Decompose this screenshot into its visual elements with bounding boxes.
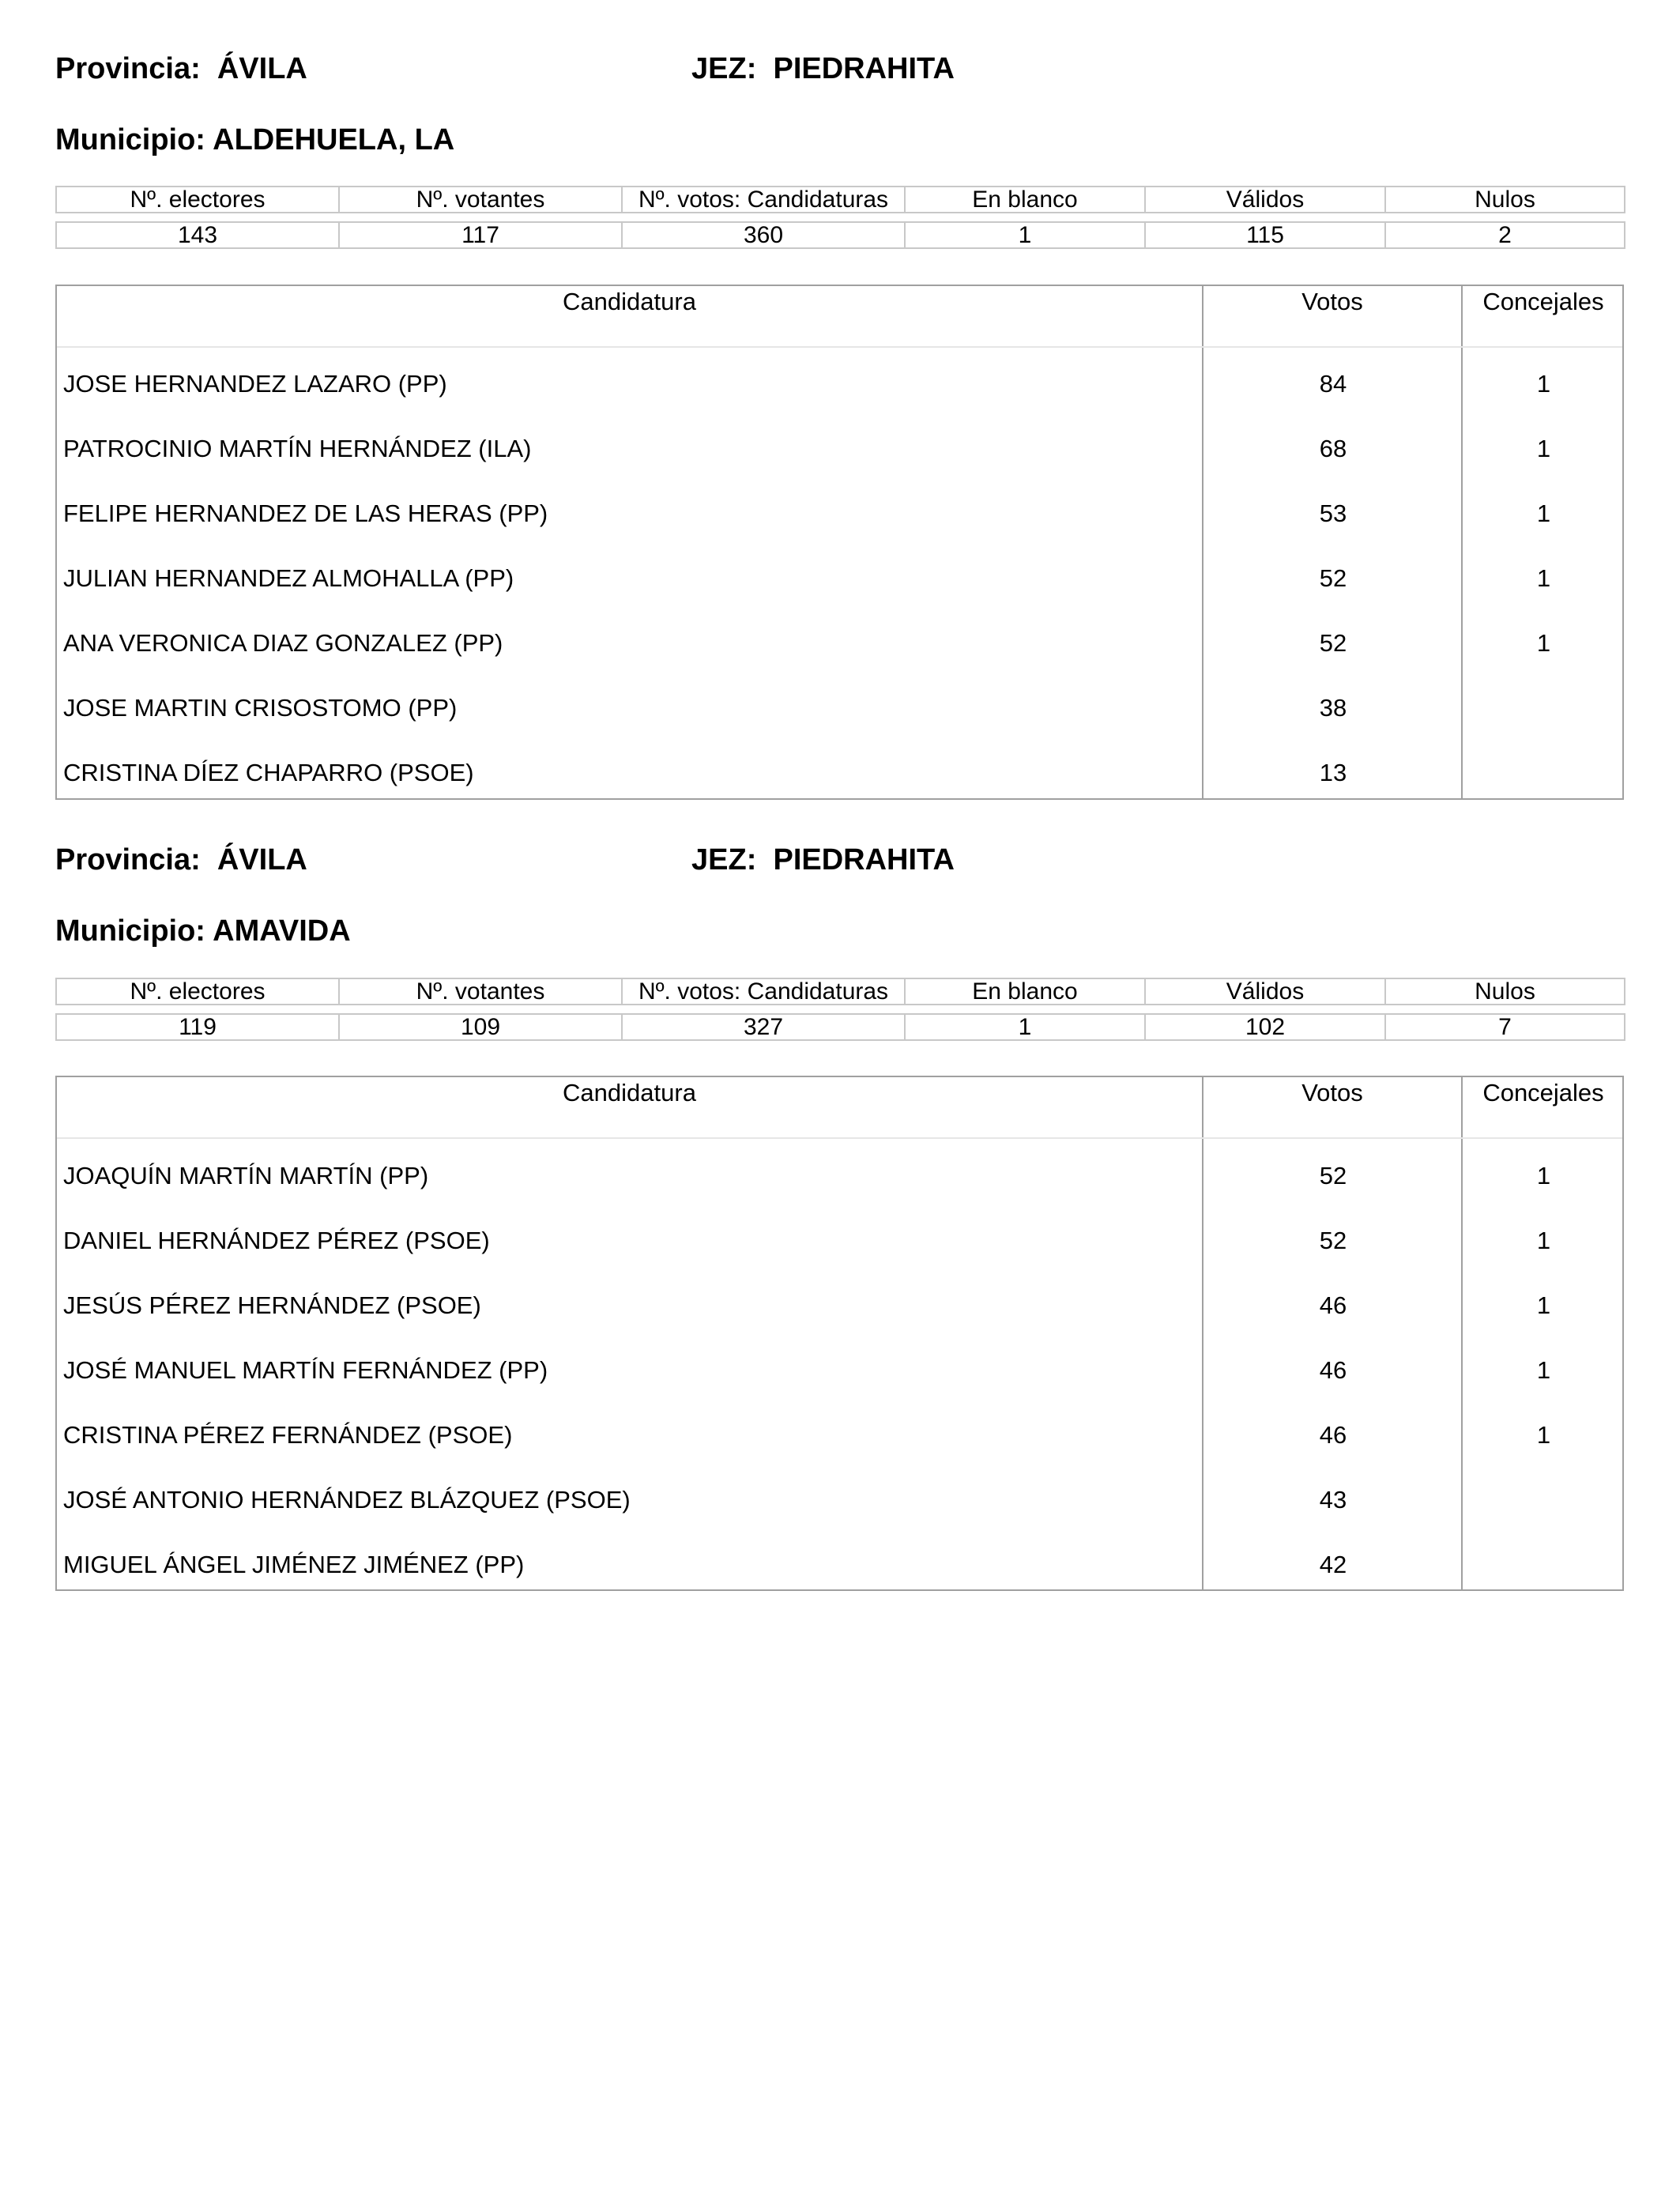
candidate-concejales: 1 (1536, 564, 1551, 592)
summary-table-2 (55, 978, 1625, 1041)
candidate-name: JOSE MARTIN CRISOSTOMO (PP) (63, 694, 458, 722)
candidate-concejales: 1 (1536, 1356, 1551, 1384)
candidate-votes: 53 (1319, 499, 1347, 527)
candidate-votes: 68 (1319, 435, 1347, 462)
summary-value-votos-candidaturas: 327 (622, 1014, 905, 1040)
candidate-row (57, 692, 1622, 757)
candidate-row (57, 1355, 1622, 1419)
summary-header-validos: Válidos (1145, 187, 1385, 213)
summary-value-en-blanco: 1 (905, 222, 1145, 248)
candidate-name: JOSÉ ANTONIO HERNÁNDEZ BLÁZQUEZ (PSOE) (63, 1486, 631, 1514)
municipio-header-2 (55, 916, 351, 946)
summary-header-validos: Válidos (1145, 978, 1385, 1005)
summary-header-en-blanco: En blanco (905, 187, 1145, 213)
summary-header-en-blanco: En blanco (905, 978, 1145, 1005)
jez-header-2 (691, 845, 955, 875)
candidate-concejales: 1 (1536, 435, 1551, 462)
provincia-value: ÁVILA (217, 52, 307, 85)
summary-header-votos-candidaturas: Nº. votos: Candidaturas (622, 978, 905, 1005)
candidate-votes: 43 (1319, 1486, 1347, 1514)
summary-header-row (56, 187, 1625, 213)
summary-header-votantes: Nº. votantes (339, 187, 622, 213)
summary-value-row (56, 1014, 1625, 1040)
summary-value-validos: 115 (1145, 222, 1385, 248)
candidate-votes: 52 (1319, 1162, 1347, 1189)
candidate-name: ANA VERONICA DIAZ GONZALEZ (PP) (63, 629, 503, 657)
candidate-name: MIGUEL ÁNGEL JIMÉNEZ JIMÉNEZ (PP) (63, 1551, 525, 1578)
summary-value-votantes: 117 (339, 222, 622, 248)
candidate-row (57, 498, 1622, 563)
candidate-votes: 13 (1319, 759, 1347, 786)
municipio-value: AMAVIDA (213, 914, 351, 948)
candidate-concejales: 1 (1536, 629, 1551, 657)
candidate-row (57, 563, 1622, 628)
col-header-concejales: Concejales (1482, 1079, 1604, 1106)
municipio-label: Municipio: (55, 123, 205, 156)
candidate-votes: 52 (1319, 1227, 1347, 1254)
candidate-row (57, 1225, 1622, 1290)
candidate-votes: 38 (1319, 694, 1347, 722)
provincia-header-1 (55, 54, 307, 84)
candidates-table-1 (55, 285, 1624, 800)
summary-value-votantes: 109 (339, 1014, 622, 1040)
col-header-votos: Votos (1301, 288, 1363, 315)
municipio-label: Municipio: (55, 914, 205, 948)
provincia-label: Provincia: (55, 52, 201, 85)
provincia-header-2 (55, 845, 307, 875)
candidate-name: PATROCINIO MARTÍN HERNÁNDEZ (ILA) (63, 435, 532, 462)
municipio-header-1 (55, 125, 454, 155)
candidate-votes: 46 (1319, 1356, 1347, 1384)
candidate-name: DANIEL HERNÁNDEZ PÉREZ (PSOE) (63, 1227, 490, 1254)
candidate-name: JOSÉ MANUEL MARTÍN FERNÁNDEZ (PP) (63, 1356, 548, 1384)
candidate-row (57, 433, 1622, 498)
col-header-votos: Votos (1301, 1079, 1363, 1106)
jez-label: JEZ: (691, 52, 757, 85)
candidate-votes: 52 (1319, 564, 1347, 592)
summary-value-votos-candidaturas: 360 (622, 222, 905, 248)
summary-value-row (56, 222, 1625, 248)
summary-header-nulos: Nulos (1385, 978, 1625, 1005)
col-header-concejales: Concejales (1482, 288, 1604, 315)
jez-value: PIEDRAHITA (773, 52, 955, 85)
candidate-concejales: 1 (1536, 1291, 1551, 1319)
candidate-row (57, 1290, 1622, 1355)
jez-header-1 (691, 54, 955, 84)
summary-header-electores: Nº. electores (56, 978, 339, 1005)
summary-header-votantes: Nº. votantes (339, 978, 622, 1005)
provincia-value: ÁVILA (217, 843, 307, 876)
candidate-row (57, 1160, 1622, 1225)
summary-header-row (56, 978, 1625, 1005)
jez-value: PIEDRAHITA (773, 843, 955, 876)
summary-header-votos-candidaturas: Nº. votos: Candidaturas (622, 187, 905, 213)
candidate-name: JULIAN HERNANDEZ ALMOHALLA (PP) (63, 564, 514, 592)
col-header-candidatura: Candidatura (563, 288, 696, 315)
summary-header-electores: Nº. electores (56, 187, 339, 213)
summary-header-nulos: Nulos (1385, 187, 1625, 213)
provincia-label: Provincia: (55, 843, 201, 876)
candidate-name: CRISTINA PÉREZ FERNÁNDEZ (PSOE) (63, 1421, 513, 1449)
summary-value-electores: 143 (56, 222, 339, 248)
candidate-name: JOAQUÍN MARTÍN MARTÍN (PP) (63, 1162, 429, 1189)
candidate-concejales: 1 (1536, 1162, 1551, 1189)
candidate-concejales: 1 (1536, 1227, 1551, 1254)
candidate-name: FELIPE HERNANDEZ DE LAS HERAS (PP) (63, 499, 548, 527)
candidate-row (57, 757, 1622, 822)
municipio-value: ALDEHUELA, LA (213, 123, 455, 156)
candidate-name: JESÚS PÉREZ HERNÁNDEZ (PSOE) (63, 1291, 481, 1319)
candidate-name: JOSE HERNANDEZ LAZARO (PP) (63, 370, 447, 398)
candidate-concejales: 1 (1536, 499, 1551, 527)
candidate-concejales: 1 (1536, 1421, 1551, 1449)
candidate-row (57, 1484, 1622, 1549)
summary-value-validos: 102 (1145, 1014, 1385, 1040)
jez-label: JEZ: (691, 843, 757, 876)
candidate-concejales: 1 (1536, 370, 1551, 398)
candidate-votes: 84 (1319, 370, 1347, 398)
summary-value-electores: 119 (56, 1014, 339, 1040)
candidate-row (57, 628, 1622, 692)
candidate-name: CRISTINA DÍEZ CHAPARRO (PSOE) (63, 759, 474, 786)
candidate-row (57, 368, 1622, 433)
candidate-votes: 46 (1319, 1421, 1347, 1449)
candidates-table-2 (55, 1076, 1624, 1591)
candidate-votes: 52 (1319, 629, 1347, 657)
candidate-votes: 42 (1319, 1551, 1347, 1578)
summary-value-en-blanco: 1 (905, 1014, 1145, 1040)
candidate-row (57, 1549, 1622, 1614)
summary-value-nulos: 2 (1385, 222, 1625, 248)
summary-table-1 (55, 186, 1625, 249)
summary-value-nulos: 7 (1385, 1014, 1625, 1040)
candidate-votes: 46 (1319, 1291, 1347, 1319)
col-header-candidatura: Candidatura (563, 1079, 696, 1106)
candidate-row (57, 1419, 1622, 1484)
